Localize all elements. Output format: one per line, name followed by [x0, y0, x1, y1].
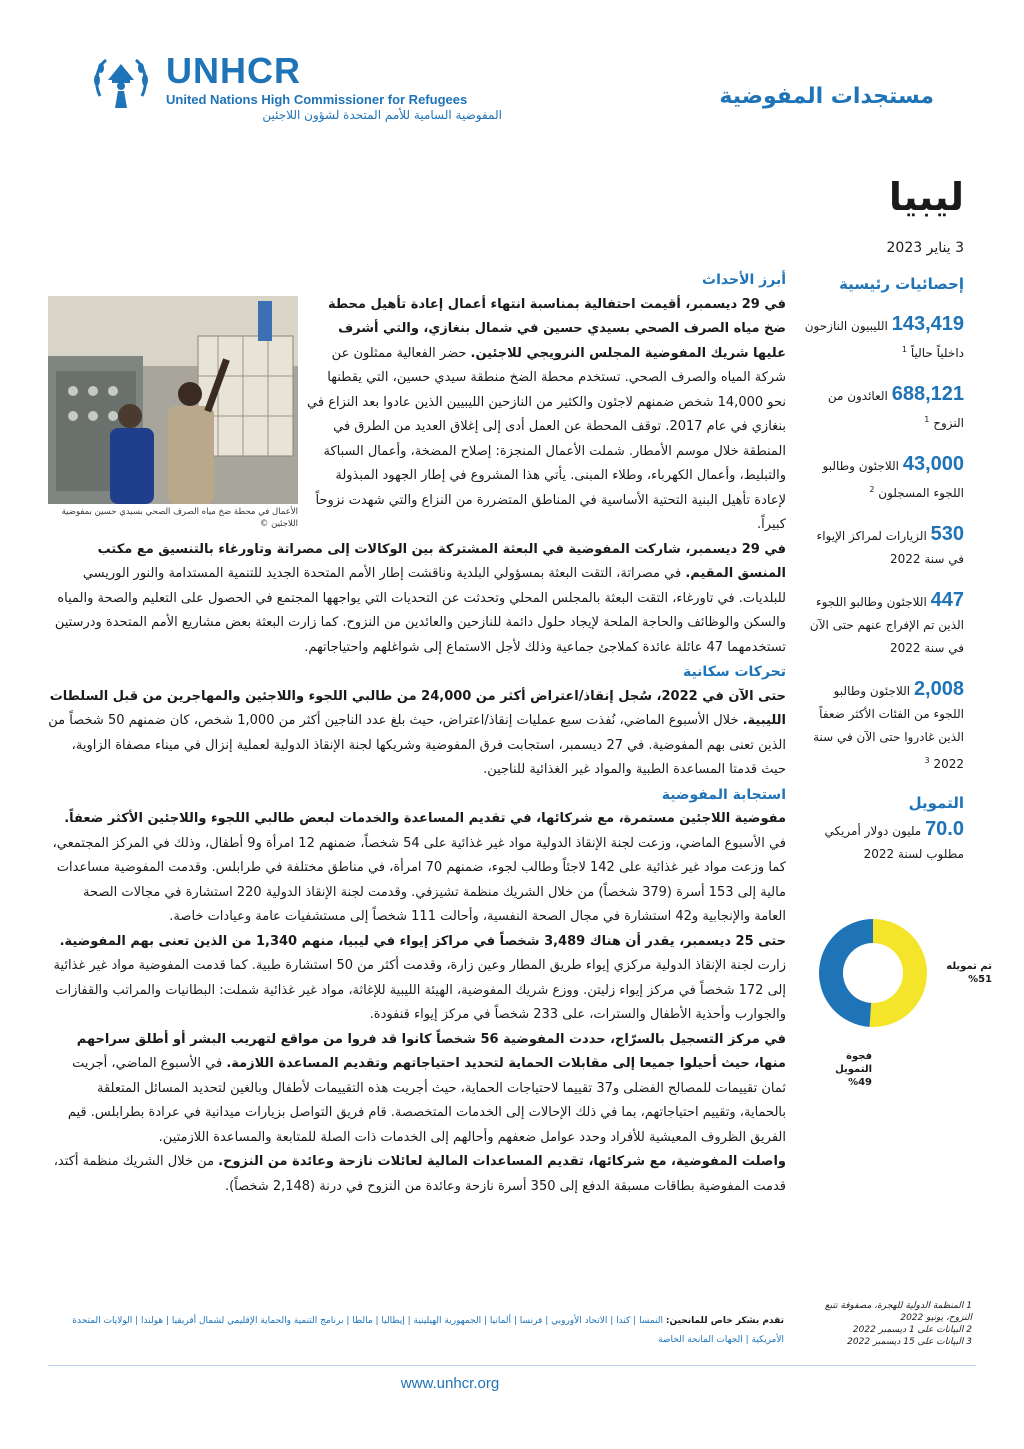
paragraph-lead: في 29 ديسمبر، شاركت المفوضية في البعثة المشتركة بين الوكالات إلى مصراتة وتاورغاء بالتنسيق مع مكتب المنسق المقيم. [97, 541, 786, 581]
footnote-ref: 1 [901, 345, 907, 354]
movements-paragraph [48, 685, 786, 783]
paragraph-text: حضر الفعالية ممثلون عن شركة المياه والصرف الصحي. تستخدم محطة الضخ منطقة سيدي حسين، التي يقطنها نحو 14,000 شخص ضمنهم لاجئون والكثير من النازحين الليبيين الذين عادوا بعد النزاع في بنغازي في عام 2017. توقف المحطة عن العمل أدى إلى إغلاق العديد من الطرق في المنطقة خلال موسم الأمطار. شملت الأعمال المنجزة: إصلاح المضخة، وأعمال السباكة والتبليط، وأعمال الكهرباء، وطلاء المبنى. يأتي هذا المشروع في إطار الجهود المبذولة لإعادة تأهيل البنية التحتية الأساسية في المناطق المتضررة من النزاع والتي شهدت نزوحاً كبيراً. [307, 345, 786, 532]
paragraph-lead: حتى الآن في 2022، سُجل إنقاذ/اعتراض أكثر من 24,000 من طالبي اللجوء واللاجئين والمهاجرين من قبل السلطات الليبية. [49, 688, 786, 728]
footnotes [812, 1300, 972, 1348]
footnote-ref: 1 [924, 415, 930, 424]
paragraph-text: في الأسبوع الماضي، أجريت ثمان تقييمات للمصالح الفضلى و37 تقييما لاحتياجات الحماية، حيث أجريت هذه التقييمات لأطفال وبالغين لتحديد المسائل المتعلقة بالحماية، وتقييم احتياجاتهم، بما في ذلك الإحالات إلى الخدمات المتخصصة. قام فريق التواصل بزيارات ميدانية في عرادة بطرابلس. قيم الفريق الظروف المعيشية للأفراد وحدد عوامل ضعفهم وأحالهم إلى الخدمات ذات الصلة للمتابعة والمساعدة اللازمتين. [67, 1056, 786, 1145]
stat-number: 2,008 [913, 678, 964, 700]
stat-item [804, 313, 964, 365]
key-figures-sidebar [804, 275, 964, 884]
donors-acknowledgement [48, 1312, 784, 1350]
unhcr-logo [88, 50, 518, 135]
stat-item [804, 589, 964, 660]
paragraph-lead: حتى 25 ديسمبر، يقدر أن هناك 3,489 شخصاً في مراكز إيواء في ليبيا، منهم 1,340 من الذين تعنى بهم المفوضية. [59, 933, 786, 949]
paragraph-lead: في مركز التسجيل بالسرّاج، حددت المفوضية 56 شخصاً كانوا قد فروا من مواقع لتهريب البشر أو أطلق سراحهم منها، حيث أحيلوا جميعا إلى مقابلات الحماية لتحديد احتياجاتهم وتقديم المساعدة اللازمة. [76, 1031, 786, 1071]
gap-label [806, 1050, 872, 1089]
document-type: مستجدات المفوضية [719, 84, 934, 109]
org-name: UNHCR [166, 50, 301, 91]
gap-value: %49 [848, 1077, 872, 1088]
footer-divider [48, 1365, 976, 1366]
funding-unit: مليون دولار أمريكي [824, 824, 922, 838]
org-name-en: United Nations High Commissioner for Refugees [166, 92, 468, 107]
stat-label: اللاجئون وطالبو اللجوء من الفئات الأكثر ضعفاً الذين غادروا حتى الآن في سنة 2022 [813, 684, 964, 771]
org-name-ar: المفوضية السامية للأمم المتحدة لشؤون اللاجئين [262, 108, 502, 122]
section-heading-response: استجابة المفوضية [661, 786, 786, 803]
response-paragraph-4 [48, 1150, 786, 1199]
stat-item [804, 453, 964, 505]
stat-item [804, 678, 964, 776]
stat-label: اللاجئون وطالبو اللجوء المسجلون [822, 459, 964, 500]
stat-label: الليبيون النازحون داخلياً حالياً [804, 319, 964, 360]
page-title: ليبيا [888, 175, 964, 219]
key-figures-heading: إحصائيات رئيسية [839, 275, 964, 293]
gap-category: فجوة التمويل [835, 1051, 872, 1075]
funded-slice [870, 919, 927, 1027]
footnote: 3 البيانات على 15 ديسمبر 2022 [847, 1337, 972, 1347]
stat-number: 143,419 [891, 313, 964, 335]
report-date: 3 يناير 2023 [886, 240, 964, 256]
stat-item [804, 383, 964, 435]
funding-heading: التمويل [908, 794, 964, 812]
stat-label: اللاجئون وطالبو اللجوء الذين تم الإفراج عنهم حتى الآن في سنة 2022 [809, 595, 964, 655]
main-content [48, 268, 786, 1199]
stat-item [804, 523, 964, 571]
footnote: 2 البيانات على 1 ديسمبر 2022 [852, 1325, 972, 1335]
stat-label: العائدون من النزوح [827, 389, 964, 430]
section-heading-movements: تحركات سكانية [682, 664, 786, 680]
paragraph-lead: في 29 ديسمبر، أقيمت احتفالية بمناسبة انتهاء أعمال إعادة تأهيل محطة ضخ مياه الصرف الصحي بسيدي حسين في شمال بنغازي، والتي أشرف عليها شريك المفوضية المجلس النرويجي للاجئين. [328, 296, 786, 361]
gap-slice [819, 919, 873, 1027]
stat-label: الزيارات لمراكز الإيواء في سنة 2022 [816, 529, 964, 566]
paragraph-text: في الأسبوع الماضي، وزعت لجنة الإنقاذ الدولية مواد غير غذائية على 54 شخصاً، ضمنهم 12 امرأة و9 أطفال، وذلك في المركز المجتمعي، كما وزعت مواد غير غذائية على 142 لاجئاً وطالب لجوء، ضمنهم 70 امرأة، في مناطق مختلفة في طرابلس. وقدمت المفوضية مساعدات مالية إلى 153 أسرة (379 شخصاً) من خلال الشريك منظمة تشيزفي. وقدمت لجنة الإنقاذ الدولية 220 استشارة في مجالات الصحة العامة والإنجابية و42 استشارة في مجال الصحة النفسية، وأحالت 111 شخصاً إلى مستشفيات عامة وعيادات خاصة. [52, 835, 786, 924]
footer-url[interactable]: www.unhcr.org [400, 1375, 500, 1392]
donors-lead: تقدم بشكر خاص للمانحين: [665, 1316, 784, 1326]
funded-value: %51 [968, 974, 992, 985]
funding-number: 70.0 [925, 818, 964, 840]
stat-number: 688,121 [891, 383, 964, 405]
footnote-ref: 2 [869, 485, 875, 494]
section-heading-highlights: أبرز الأحداث [702, 272, 786, 288]
funded-category: تم تمويله [946, 961, 992, 972]
response-paragraph-1 [48, 807, 786, 930]
donors-list: النمسا | كندا | الاتحاد الأوروبي | فرنسا | ألمانيا | الجمهورية الهيلينية | إيطاليا | مالطا | برنامج التنمية والحماية الإقليمي لشمال أفريقيا | هولندا | الولايات المتحدة الأمريكية | الجهات المانحة الخاصة [72, 1316, 784, 1345]
funded-label [922, 960, 992, 986]
response-paragraph-2 [48, 930, 786, 1028]
stat-number: 530 [930, 523, 964, 545]
unhcr-emblem-icon [88, 50, 154, 116]
footnote: 1 المنظمة الدولية للهجرة، مصفوفة تتبع النزوح، يونيو 2022 [824, 1301, 972, 1323]
stat-number: 43,000 [902, 453, 964, 475]
paragraph-text: من خلال الشريك منظمة أكتد، قدمت المفوضية بطاقات مسبقة الدفع إلى 350 أسرة نازحة وعائدة من النزوح في درنة (2,148 شخصاً). [53, 1154, 786, 1194]
paragraph-text: خلال الأسبوع الماضي، نُفذت سبع عمليات إنقاذ/اعتراض، حيث بلغ عدد الناجين أكثر من 1,000 شخص، كان ضمنهم 50 شخصاً من الذين تعنى بهم المفوضية. في 27 ديسمبر، استجابت فرق المفوضية وشريكها لجنة الإنقاذ الدولية لعملية إنزال في ميناء مصفاة الزاوية، حيث قدمتا المساعدة الطبية والمواد غير الغذائية للناجين. [48, 713, 786, 777]
stat-number: 447 [930, 589, 964, 611]
paragraph-lead: واصلت المفوضية، مع شركائها، تقديم المساعدات المالية لعائلات نازحة وعائدة من النزوح. [218, 1154, 786, 1169]
funding-donut-chart [818, 918, 928, 1028]
funding-label: مطلوب لسنة 2022 [863, 847, 964, 861]
response-paragraph-3 [48, 1028, 786, 1151]
paragraph-lead: مفوضية اللاجئين مستمرة، مع شركائها، في تقديم المساعدة والخدمات لبعض طالبي اللجوء واللاجئين الأكثر ضعفاً. [64, 811, 786, 826]
paragraph-text: زارت لجنة الإنقاذ الدولية مركزي إيواء طريق المطار وعين زارة، وقدمت أكثر من 50 استشارة طبية. كما قدمت المفوضية مواد غير غذائية إلى 172 شخصاً في مركز إيواء زليتن. ووزع شريك المفوضية، الهيئة الليبية للإغاثة، مواد غير غذائية شملت: البطانيات والمراتب والقفازات والجوارب وأحذية الأطفال والسترات، على 233 شخصاً في مركز إيواء قنفودة. [53, 958, 786, 1022]
paragraph-text: في مصراتة، التقت البعثة بمسؤولي البلدية وناقشت إطار الأمم المتحدة الجديد للتنمية المستدامة والنور الوريسي للبلديات. في تاورغاء، التقت البعثة بالمجلس المحلي وتحدثت عن التحديات التي يواجهها المجتمع في الحصول على التعليم والصحة والمياه والسكن والوظائف والحاجة الملحة لإيجاد حلول دائمة للنازحين والعائدين من النزوح. كما زارت البعثة بعض مشاريع الأمم المتحدة ودرستين تستخدمهما 47 عائلة عائدة كملاجئ جماعية وذلك لأجل الاستماع إلى شواغلهم واحتياجاتهم. [54, 566, 786, 655]
highlights-paragraph-2 [48, 538, 786, 661]
photo-spacer [48, 268, 306, 518]
footnote-ref: 3 [924, 756, 930, 765]
photo-caption: الأعمال في محطة ضخ مياه الصرف الصحي بسيدي حسين بمفوضية اللاجئين © [61, 507, 298, 529]
funding-stat [804, 818, 964, 866]
